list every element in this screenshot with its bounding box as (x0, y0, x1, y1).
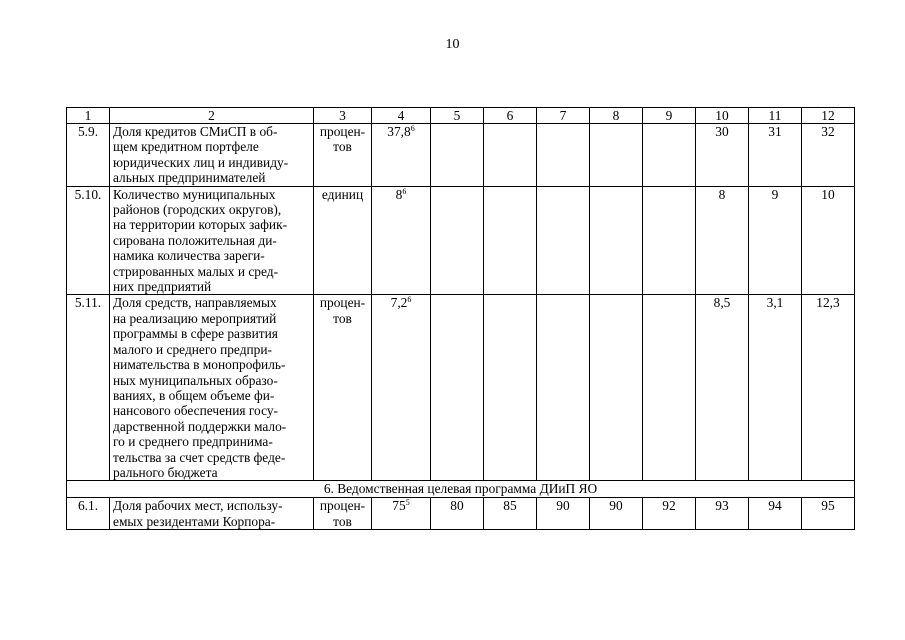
name-line: рального бюджета (113, 464, 218, 480)
base-value-cell (372, 186, 431, 295)
header-cell: 3 (314, 108, 372, 124)
unit-line: процен- (319, 498, 366, 514)
unit-cell (314, 295, 372, 481)
header-cell: 7 (537, 108, 590, 124)
name-line: районов (городских округов), (113, 202, 282, 218)
header-cell: 4 (372, 108, 431, 124)
unit-line: единиц (321, 186, 364, 202)
name-line: юридических лиц и индивиду- (113, 154, 289, 170)
table-row (67, 295, 855, 481)
row-number: 5.9. (67, 124, 110, 187)
name-line: на территории которых зафик- (113, 217, 288, 233)
table-row (67, 186, 855, 295)
value-cell (590, 124, 643, 187)
base-value-cell (372, 295, 431, 481)
name-line: намика количества зареги- (113, 248, 265, 264)
header-cell: 5 (431, 108, 484, 124)
table-row (67, 498, 855, 530)
value-cell (643, 295, 696, 481)
indicator-name (110, 295, 314, 481)
name-line: малого и среднего предпри- (113, 341, 272, 357)
value-cell (431, 295, 484, 481)
name-line: стрированных малых и сред- (113, 263, 279, 279)
unit-line: процен- (319, 124, 366, 139)
name-line: сирована положительная ди- (113, 232, 277, 248)
header-cell: 12 (802, 108, 855, 124)
base-value-cell (372, 498, 431, 530)
name-line: емых резидентами Корпора- (113, 513, 276, 529)
value-cell: 31 (749, 124, 802, 187)
unit-cell (314, 186, 372, 295)
row-number: 6.1. (67, 498, 110, 530)
value-cell (537, 124, 590, 187)
value-cell: 95 (802, 498, 855, 530)
name-line: Доля кредитов СМиСП в об- (113, 124, 278, 139)
name-line: го и среднего предпринима- (113, 434, 273, 450)
indicator-name (110, 498, 314, 530)
page-number: 10 (445, 37, 460, 52)
unit-cell (314, 498, 372, 530)
value-cell: 9 (749, 186, 802, 295)
footnote-mark: 6 (407, 295, 412, 305)
value-cell: 32 (802, 124, 855, 187)
value-cell (537, 295, 590, 481)
header-cell: 11 (749, 108, 802, 124)
value-cell: 90 (590, 498, 643, 530)
base-value: 75 (392, 498, 406, 514)
indicators-table (66, 107, 855, 530)
value-cell: 10 (802, 186, 855, 295)
name-line: дарственной поддержки мало- (113, 418, 287, 434)
value-cell: 94 (749, 498, 802, 530)
indicator-name (110, 186, 314, 295)
name-line: Доля рабочих мест, использу- (113, 498, 283, 514)
row-number: 5.10. (67, 186, 110, 295)
name-line: на реализацию мероприятий (113, 310, 277, 326)
row-number: 5.11. (67, 295, 110, 481)
indicator-name (110, 124, 314, 187)
unit-line: тов (333, 513, 352, 529)
value-cell (643, 124, 696, 187)
unit-line: тов (333, 139, 352, 155)
header-cell: 8 (590, 108, 643, 124)
unit-cell (314, 124, 372, 187)
value-cell (590, 186, 643, 295)
header-cell: 2 (110, 108, 314, 124)
header-cell: 1 (67, 108, 110, 124)
name-line: нансового обеспечения госу- (113, 403, 278, 419)
value-cell: 93 (696, 498, 749, 530)
value-cell: 3,1 (749, 295, 802, 481)
header-cell: 9 (643, 108, 696, 124)
value-cell (643, 186, 696, 295)
value-cell: 8 (696, 186, 749, 295)
value-cell (484, 295, 537, 481)
name-line: ных муниципальных образо- (113, 372, 278, 388)
header-cell: 10 (696, 108, 749, 124)
value-cell (484, 124, 537, 187)
value-cell: 8,5 (696, 295, 749, 481)
base-value: 37,8 (387, 124, 411, 139)
value-cell: 30 (696, 124, 749, 187)
table-row (67, 124, 855, 187)
footnote-mark: 6 (410, 124, 415, 133)
section-title: 6. Ведомственная целевая программа ДИиП ЯО (67, 481, 855, 498)
value-cell (431, 124, 484, 187)
name-line: программы в сфере развития (113, 326, 278, 342)
name-line: Доля средств, направляемых (113, 295, 277, 311)
base-value: 8 (395, 186, 403, 202)
name-line: щем кредитном портфеле (113, 139, 259, 155)
header-row (67, 108, 855, 124)
footnote-mark: 6 (402, 186, 407, 196)
value-cell: 92 (643, 498, 696, 530)
value-cell (431, 186, 484, 295)
value-cell (537, 186, 590, 295)
base-value-cell (372, 124, 431, 187)
name-line: ваниях, в общем объеме фи- (113, 387, 275, 403)
name-line: нимательства в монопрофиль- (113, 357, 286, 373)
section-row (67, 481, 855, 498)
name-line: них предприятий (113, 279, 212, 295)
value-cell (484, 186, 537, 295)
unit-line: процен- (319, 295, 366, 311)
value-cell: 90 (537, 498, 590, 530)
name-line: Количество муниципальных (113, 186, 276, 202)
header-cell: 6 (484, 108, 537, 124)
value-cell: 85 (484, 498, 537, 530)
value-cell: 12,3 (802, 295, 855, 481)
base-value: 7,2 (390, 295, 408, 311)
name-line: тельства за счет средств феде- (113, 449, 286, 465)
value-cell: 80 (431, 498, 484, 530)
unit-line: тов (333, 310, 352, 326)
name-line: альных предпринимателей (113, 170, 266, 186)
footnote-mark: 5 (405, 498, 410, 508)
value-cell (590, 295, 643, 481)
